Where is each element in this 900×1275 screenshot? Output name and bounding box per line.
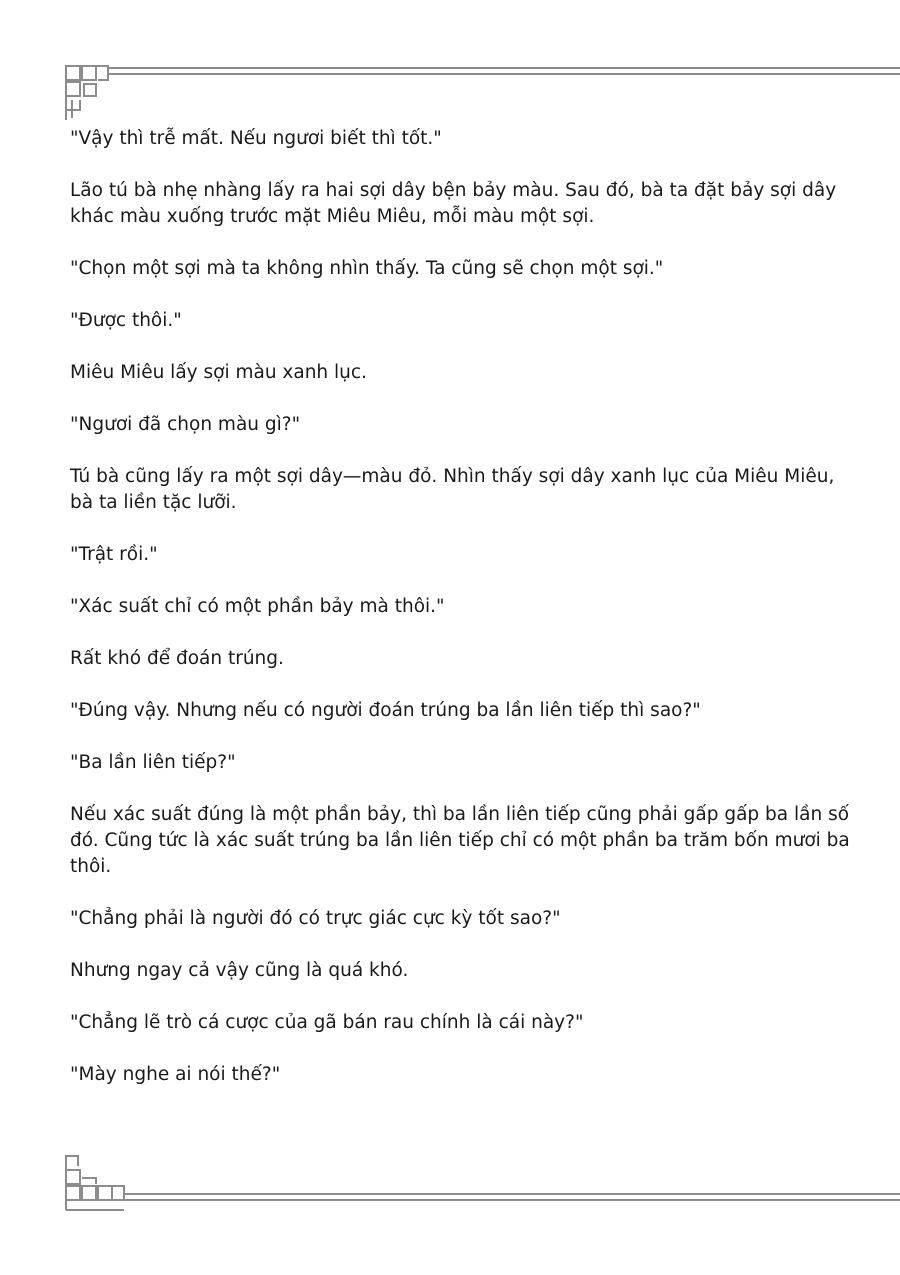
paragraph: "Vậy thì trễ mất. Nếu ngươi biết thì tốt.": [70, 128, 442, 149]
paragraph: "Đúng vậy. Nhưng nếu có người đoán trúng ba lần liên tiếp thì sao?": [70, 700, 701, 721]
bottom-border-ornament: [0, 1148, 900, 1228]
paragraph: "Trật rồi.": [70, 544, 158, 565]
paragraph: Rất khó để đoán trúng.: [70, 648, 284, 669]
paragraph: "Mày nghe ai nói thế?": [70, 1064, 281, 1085]
page-body-text: [70, 126, 860, 1114]
paragraph: Miêu Miêu lấy sợi màu xanh lục.: [70, 362, 367, 383]
paragraph: Nhưng ngay cả vậy cũng là quá khó.: [70, 960, 409, 981]
paragraph: "Được thôi.": [70, 310, 182, 331]
paragraph: Nếu xác suất đúng là một phần bảy, thì ba lần liên tiếp cũng phải gấp gấp ba lần số đó. Cũng tức là xác suất trúng ba lần liên tiếp chỉ có một phần ba trăm bốn mươi ba thôi.: [70, 804, 850, 877]
paragraph: "Ngươi đã chọn màu gì?": [70, 414, 301, 435]
paragraph: "Chọn một sợi mà ta không nhìn thấy. Ta cũng sẽ chọn một sợi.": [70, 258, 664, 279]
paragraph: "Ba lần liên tiếp?": [70, 752, 236, 773]
paragraph: Tú bà cũng lấy ra một sợi dây—màu đỏ. Nhìn thấy sợi dây xanh lục của Miêu Miêu, bà ta liền tặc lưỡi.: [70, 466, 835, 513]
paragraph: "Xác suất chỉ có một phần bảy mà thôi.": [70, 596, 445, 617]
paragraph: "Chẳng lẽ trò cá cược của gã bán rau chính là cái này?": [70, 1012, 584, 1033]
paragraph: Lão tú bà nhẹ nhàng lấy ra hai sợi dây bện bảy màu. Sau đó, bà ta đặt bảy sợi dây khác màu xuống trước mặt Miêu Miêu, mỗi màu một sợi.: [70, 180, 837, 227]
paragraph: "Chẳng phải là người đó có trực giác cực kỳ tốt sao?": [70, 908, 561, 929]
